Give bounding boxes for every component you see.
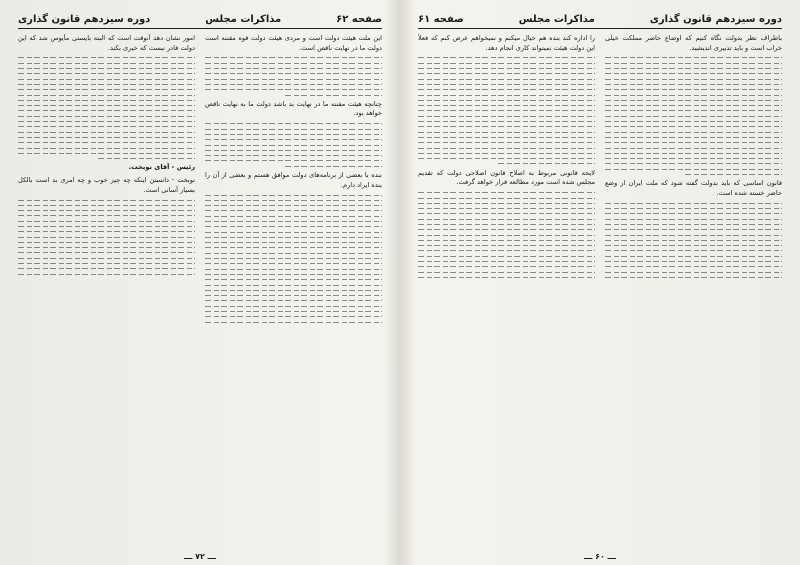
text-paragraph: قانون اساسی که باید بدولت گفته شود که ملت ایران از وضع حاضر خسته شده است. (605, 179, 782, 197)
left-running-title: مذاکرات مجلس (205, 14, 282, 25)
right-page-col-left (418, 34, 595, 549)
right-session-title: دوره سیزدهم قانون گذاری (649, 14, 782, 25)
left-page-col-right (205, 34, 382, 549)
left-page-footer: ـــ ۷۲ ـــ (184, 552, 216, 561)
right-page-number: صفحه ۶۱ (418, 14, 464, 25)
right-page-body (418, 34, 782, 549)
right-page-col-right (605, 34, 782, 549)
right-page-header (418, 14, 782, 29)
speaker-line: رئیس - آقای نوبخت. (128, 163, 195, 172)
left-page-header (18, 14, 382, 29)
left-page (4, 0, 396, 565)
right-page-footer: ـــ ۶۰ ـــ (584, 552, 616, 561)
text-paragraph: این ملت هیئت دولت است و مردی هیئت دولت قوه مقننه است دولت ما در نهایت ناقص است. (205, 34, 382, 52)
text-paragraph: چنانچه هیئت مقننه ما در نهایت بد باشد دولت ما به نهایت ناقص خواهد بود. (205, 99, 382, 118)
right-running-title: مذاکرات مجلس (518, 14, 595, 25)
left-page-col-left (18, 34, 195, 549)
text-paragraph: نوبخت - دانستن اینکه چه چیز خوب و چه امری بد است بالکل بسیار آسانی است. (18, 176, 195, 194)
left-session-title: دوره سیزدهم قانون گذاری (18, 14, 151, 25)
text-paragraph: باطراف نظر بدولت نگاه کنیم که اوضاع حاضر مملکت خیلی خراب است و باید تدبیری اندیشید. (605, 34, 782, 52)
left-page-body (18, 34, 382, 549)
text-paragraph: امور نشان دهد آنوقت است که البته بایستی مأیوس شد که این دولت قادر نیست که خیری بکند. (18, 34, 195, 52)
left-page-number: صفحه ۶۲ (336, 14, 382, 25)
text-paragraph: بنده با بعضی از برنامه‌های دولت موافق هستم و بعضی از آن را بنده ایراد دارم. (205, 171, 382, 189)
text-paragraph: لایحه قانونی مربوط به اصلاح قانون اصلاحی دولت که تقدیم مجلس شده است مورد مطالعه قرار خواهد گرفت. (418, 168, 595, 187)
text-paragraph: را اداره کند بنده هم خیال میکنم و نمیخواهم عرض کنم که فعلاً این دولت هیئت نمیتواند کاری انجام دهد. (418, 34, 595, 52)
right-page (404, 0, 796, 565)
